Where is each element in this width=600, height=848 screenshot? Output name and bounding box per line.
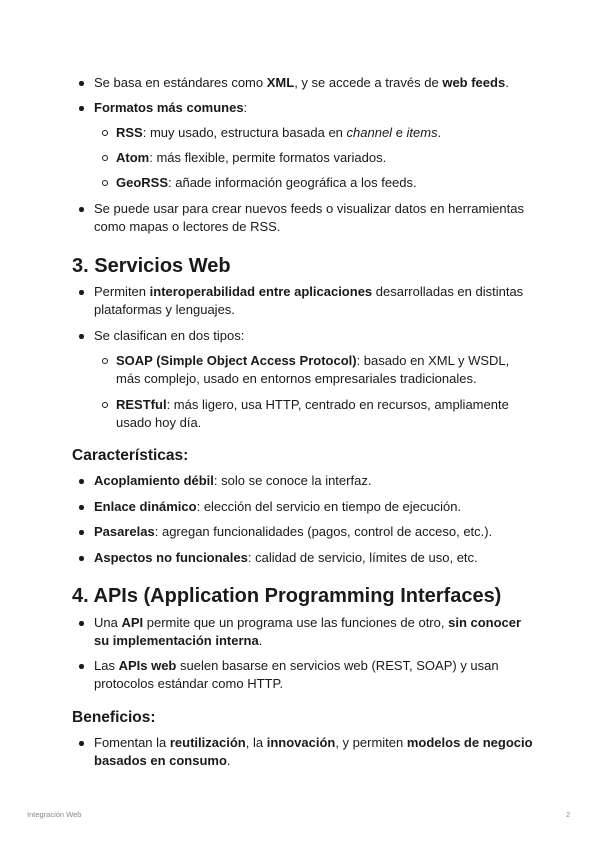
- italic-text: channel: [346, 125, 393, 140]
- text: , y se accede a través de: [294, 75, 443, 90]
- text: : muy usado, estructura basada en: [142, 125, 347, 140]
- sub-list-item: [116, 352, 536, 388]
- sub-list-item: [116, 174, 536, 192]
- footer-title: Integración Web: [27, 810, 82, 819]
- text: , la: [245, 735, 267, 750]
- text: Fomentan la: [94, 735, 170, 750]
- bold-text: reutilización: [169, 735, 246, 750]
- bold-text: Enlace dinámico: [94, 499, 197, 514]
- text: : elección del servicio en tiempo de ejecución.: [196, 499, 462, 514]
- list-item: [94, 99, 534, 117]
- text: Las: [94, 658, 119, 673]
- list-item: [94, 657, 534, 693]
- text: Se clasifican en dos tipos:: [94, 328, 245, 343]
- text: Se puede usar para crear nuevos feeds o visualizar datos en herramientas como mapas o lectores de RSS.: [94, 201, 524, 234]
- text: .: [226, 753, 231, 768]
- text: .: [258, 633, 263, 648]
- text: Permiten: [94, 284, 150, 299]
- text: :: [243, 100, 248, 115]
- bold-text: SOAP (Simple Object Access Protocol): [116, 353, 357, 368]
- list-item: [94, 200, 534, 236]
- text: , y permiten: [335, 735, 407, 750]
- text: : más flexible, permite formatos variados.: [149, 150, 387, 165]
- list-item: [94, 74, 534, 92]
- list-item: [94, 472, 534, 490]
- list-item: [94, 549, 534, 567]
- list-item: [94, 283, 534, 319]
- sub-list-item: [116, 149, 536, 167]
- italic-text: items: [406, 125, 438, 140]
- page-number: 2: [566, 810, 571, 819]
- text: suelen basarse en servicios web (REST, SOAP) y usan protocolos estándar como HTTP.: [94, 658, 499, 691]
- sub-list-item: [116, 124, 536, 142]
- text: permite que un programa use las funciones de otro,: [143, 615, 449, 630]
- section-heading: 3. Servicios Web: [72, 255, 231, 277]
- bold-text: Atom: [116, 150, 150, 165]
- bold-text: Pasarelas: [94, 524, 155, 539]
- text: Se basa en estándares como: [94, 75, 267, 90]
- list-item: [94, 523, 534, 541]
- text: .: [437, 125, 442, 140]
- bold-text: Formatos más comunes: [94, 100, 244, 115]
- section-heading: 4. APIs (Application Programming Interfaces): [72, 585, 502, 607]
- subheading: Características:: [72, 447, 189, 464]
- bold-text: RSS: [116, 125, 143, 140]
- bold-text: RESTful: [116, 397, 167, 412]
- text: : agregan funcionalidades (pagos, control de acceso, etc.).: [154, 524, 493, 539]
- text: : solo se conoce la interfaz.: [213, 473, 372, 488]
- text: e: [392, 125, 407, 140]
- bold-text: Aspectos no funcionales: [94, 550, 248, 565]
- bold-text: API: [121, 615, 144, 630]
- bold-text: interoperabilidad entre aplicaciones: [149, 284, 373, 299]
- bold-text: web feeds: [442, 75, 506, 90]
- bold-text: innovación: [266, 735, 336, 750]
- list-item: [94, 614, 534, 650]
- list-item: [94, 498, 534, 516]
- bold-text: Acoplamiento débil: [94, 473, 214, 488]
- subheading: Beneficios:: [72, 709, 156, 726]
- bold-text: GeoRSS: [116, 175, 169, 190]
- text: : basado en XML y WSDL, más complejo, usado en entornos empresariales tradicionales.: [116, 353, 510, 386]
- bold-text: XML: [266, 75, 295, 90]
- list-item: [94, 734, 534, 770]
- list-item: [94, 327, 534, 345]
- text: Una: [94, 615, 122, 630]
- bold-text: APIs web: [118, 658, 177, 673]
- text: : añade información geográfica a los feeds.: [168, 175, 417, 190]
- text: .: [505, 75, 509, 90]
- text: : calidad de servicio, límites de uso, etc.: [247, 550, 478, 565]
- sub-list-item: [116, 396, 536, 432]
- bold-text: sin conocer su implementación interna: [94, 615, 522, 648]
- text: : más ligero, usa HTTP, centrado en recursos, ampliamente usado hoy día.: [116, 397, 509, 430]
- text: desarrolladas en distintas plataformas y lenguajes.: [94, 284, 524, 317]
- bold-text: modelos de negocio basados en consumo: [94, 735, 533, 768]
